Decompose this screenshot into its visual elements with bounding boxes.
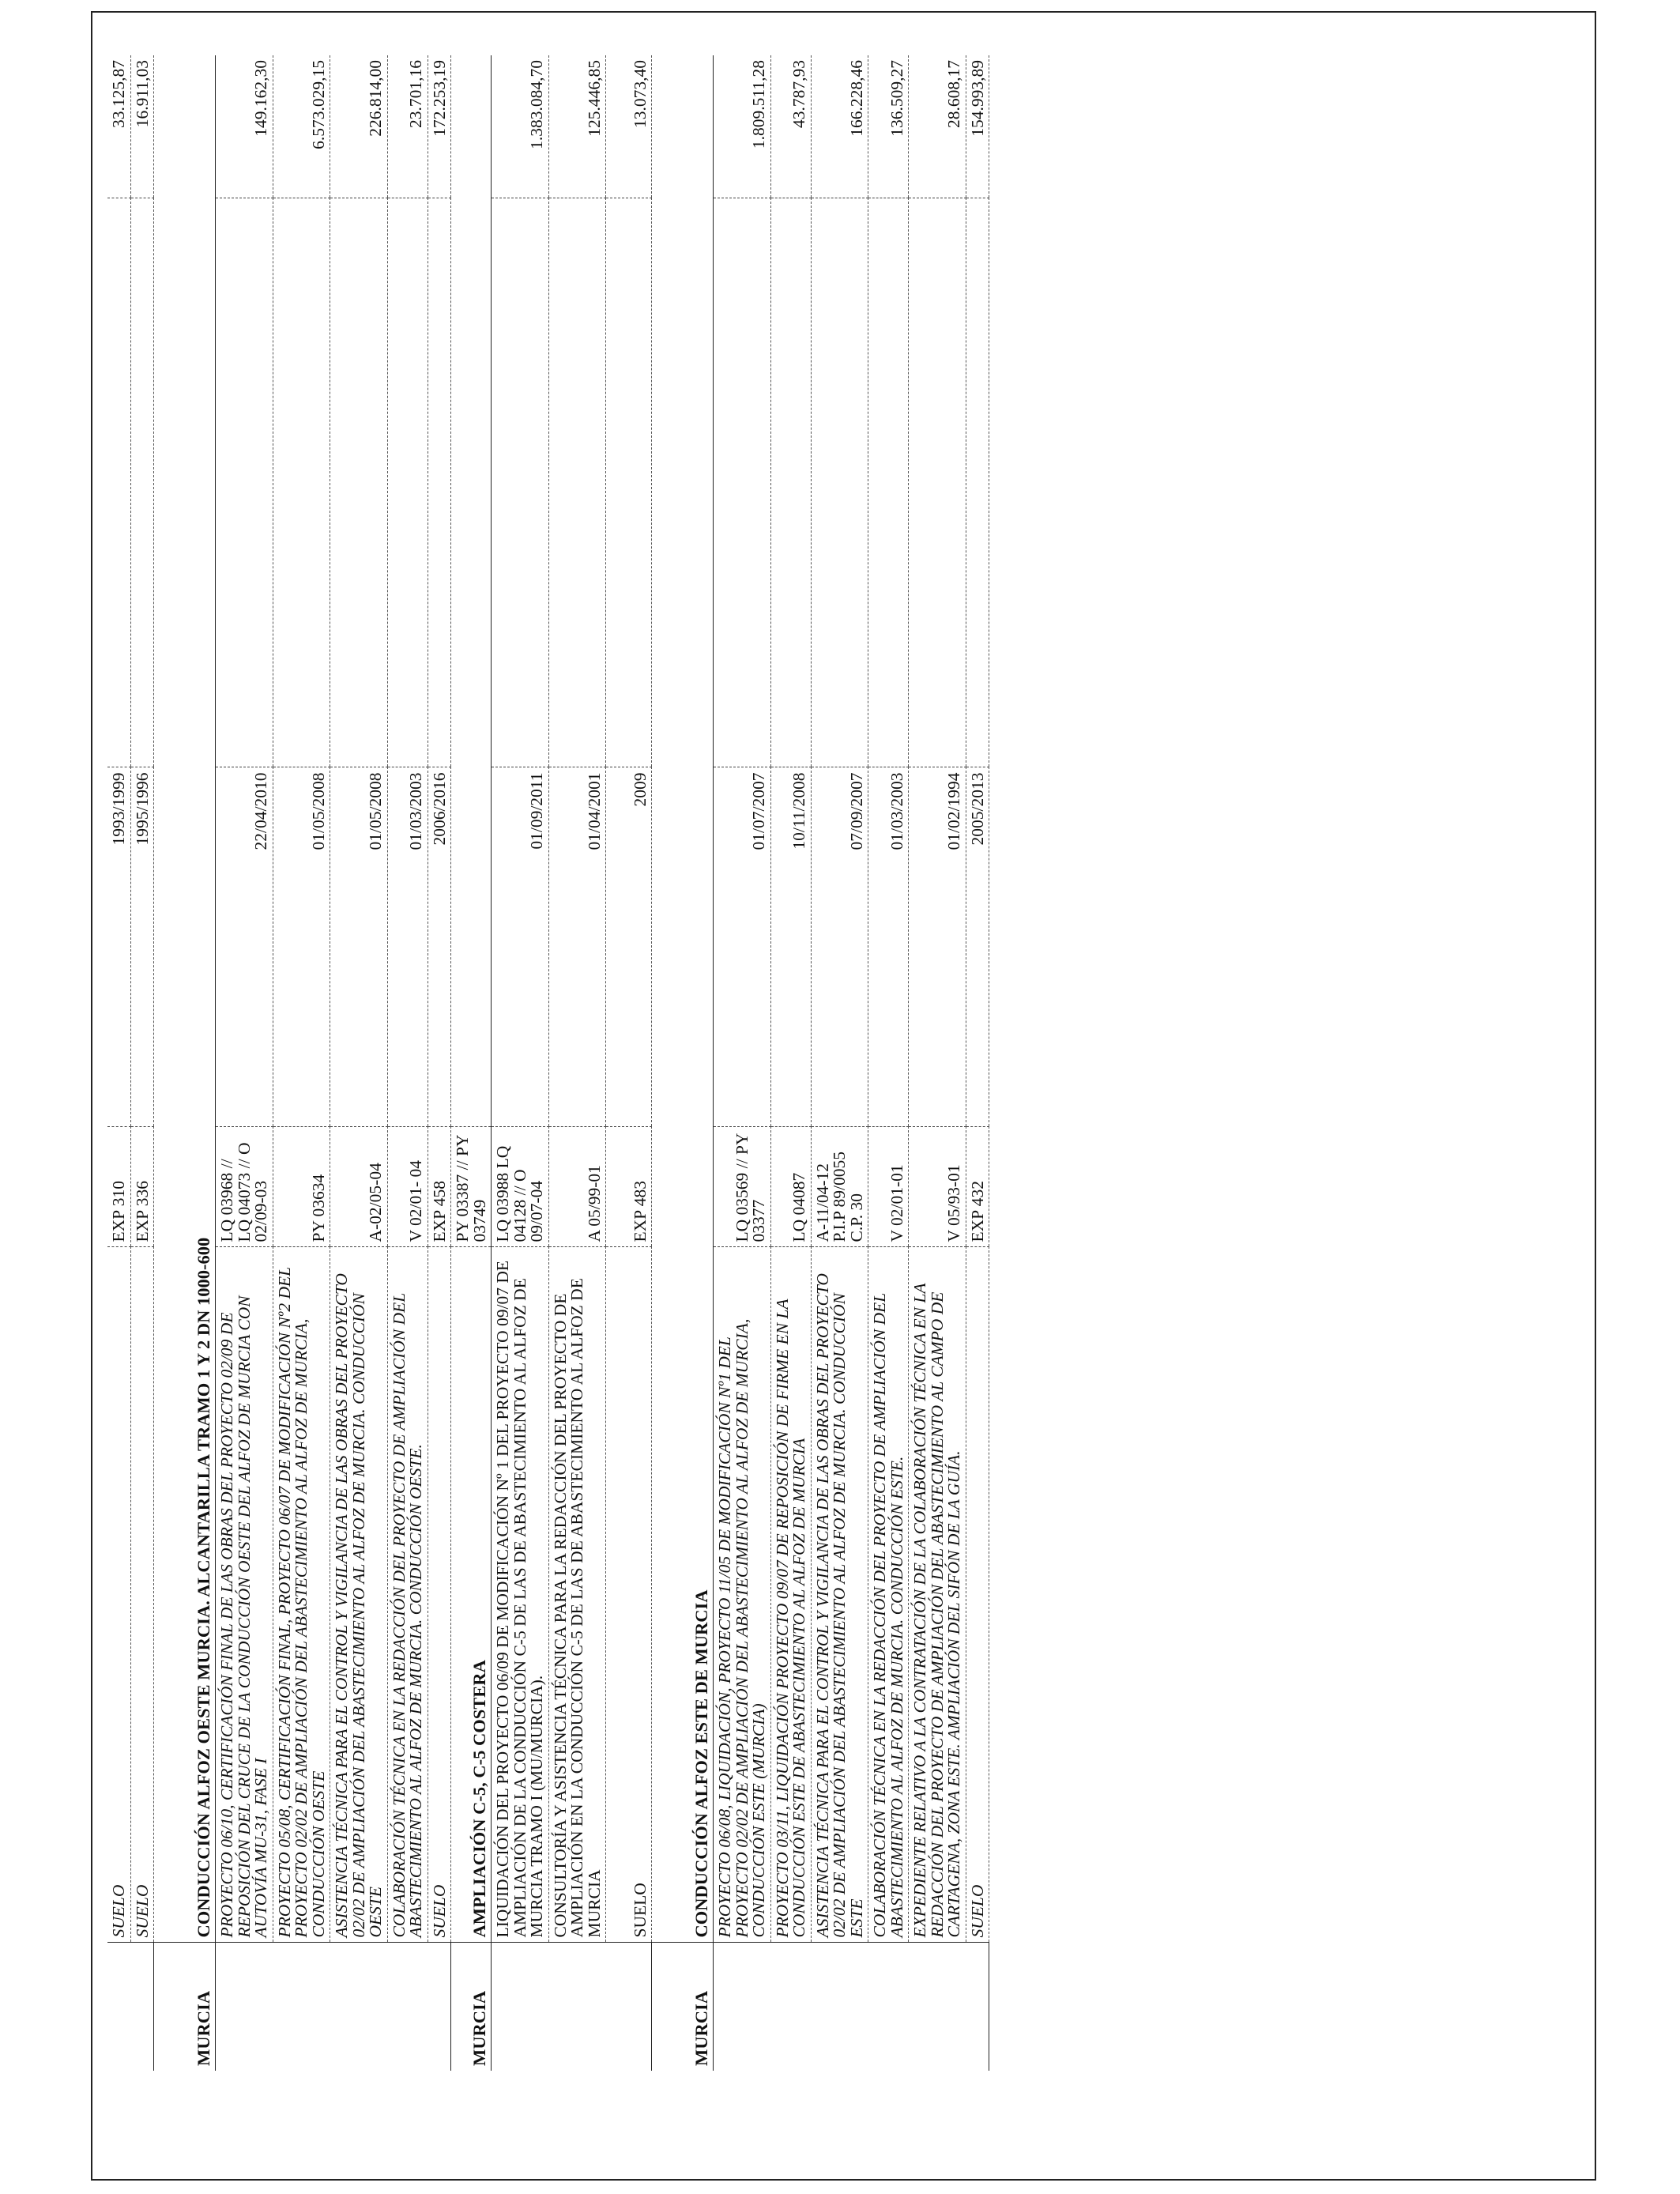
table-row (107, 55, 130, 2071)
file-reference-cell: EXP 432 (966, 1127, 989, 1247)
amount-cell: 166.228,46 (811, 55, 868, 198)
empty-cell (606, 198, 652, 767)
empty-cell (107, 198, 130, 767)
amount-cell: 1.809.511,28 (714, 55, 771, 198)
province-cell (428, 1943, 451, 2071)
file-reference-cell: EXP 336 (130, 1127, 154, 1247)
table-row (966, 55, 989, 2071)
description-cell: EXPEDIENTE RELATIVO A LA CONTRATACIÓN DE LA COLABORACIÓN TÉCNICA EN LA REDACCIÓN DEL PROYECTO DE AMPLIACIÓN DEL ABASTECIMIENTO AL CAMPO DE CARTAGENA, ZONA ESTE. AMPLIACIÓN DEL SIFÓN DE LA GUÍA. (909, 1247, 966, 1943)
table-row (811, 55, 868, 2071)
section-title: CONDUCCIÓN ALFOZ ESTE DE MURCIA (652, 55, 714, 1943)
description-cell: PROYECTO 03/11, LIQUIDACIÓN PROYECTO 09/07 DE REPOSICIÓN DE FIRME EN LA CONDUCCIÓN ESTE DE ABASTECIMIENTO AL ALFOZ DE MURCIA (770, 1247, 811, 1943)
table-row (909, 55, 966, 2071)
date-cell: 22/04/2010 (216, 767, 273, 1127)
file-reference-cell: EXP 483 (606, 1127, 652, 1247)
table-row (216, 55, 273, 2071)
amount-cell: 16.911,03 (130, 55, 154, 198)
province-cell (130, 1943, 154, 2071)
province-cell (273, 1943, 330, 2071)
description-cell: PROYECTO 06/10, CERTIFICACIÓN FINAL DE LAS OBRAS DEL PROYECTO 02/09 DE REPOSICIÓN DEL CRUCE DE LA CONDUCCIÓN OESTE DEL ALFOZ DE MURCIA CON AUTOVÍA MU-31, FASE I (216, 1247, 273, 1943)
file-reference-cell: V 05/93-01 (909, 1127, 966, 1247)
description-cell: SUELO (606, 1247, 652, 1943)
province-cell (909, 1943, 966, 2071)
description-cell: PROYECTO 05/08, CERTIFICACIÓN FINAL, PROYECTO 06/07 DE MODIFICACIÓN Nº2 DEL PROYECTO 02/02 DE AMPLIACIÓN DEL ABASTECIMIENTO AL ALFOZ DE MURCIA, CONDUCCIÓN OESTE (273, 1247, 330, 1943)
file-reference-cell: PY 03634 (273, 1127, 330, 1247)
empty-cell (811, 198, 868, 767)
description-cell: PROYECTO 06/08, LIQUIDACIÓN, PROYECTO 11/05 DE MODIFICACIÓN Nº1 DEL PROYECTO 02/02 DE AMPLIACIÓN DEL ABASTECIMIENTO AL ALFOZ DE MURCIA, CONDUCCIÓN ESTE (MURCIA) (714, 1247, 771, 1943)
empty-cell (330, 198, 388, 767)
province-cell (107, 1943, 130, 2071)
table-row (770, 55, 811, 2071)
table-row (428, 55, 451, 2071)
date-cell: 01/05/2008 (330, 767, 388, 1127)
amount-cell: 149.162,30 (216, 55, 273, 198)
province-cell (714, 1943, 771, 2071)
date-cell: 1995/1996 (130, 767, 154, 1127)
file-reference-cell: PY 03387 // PY 03749 (451, 1127, 492, 1247)
description-cell: SUELO (966, 1247, 989, 1943)
table-row (548, 55, 606, 2071)
date-cell: 10/11/2008 (770, 767, 811, 1127)
section-header-row (451, 55, 492, 2071)
amount-cell: 23.701,16 (387, 55, 428, 198)
table-row (130, 55, 154, 2071)
empty-cell (966, 198, 989, 767)
amount-cell: 33.125,87 (107, 55, 130, 198)
date-cell: 01/05/2008 (273, 767, 330, 1127)
file-reference-cell: EXP 310 (107, 1127, 130, 1247)
file-reference-cell: LQ 03968 // LQ 04073 // O 02/09-03 (216, 1127, 273, 1247)
table-row (606, 55, 652, 2071)
table-row (387, 55, 428, 2071)
empty-cell (428, 198, 451, 767)
date-cell: 01/04/2001 (548, 767, 606, 1127)
description-cell: SUELO (428, 1247, 451, 1943)
amount-cell: 6.573.029,15 (273, 55, 330, 198)
date-cell: 1993/1999 (107, 767, 130, 1127)
file-reference-cell: V 02/01-01 (868, 1127, 909, 1247)
province-label: MURCIA (451, 1943, 492, 2071)
description-cell: COLABORACIÓN TÉCNICA EN LA REDACCIÓN DEL PROYECTO DE AMPLIACIÓN DEL ABASTECIMIENTO AL ALFOZ DE MURCIA. CONDUCCIÓN OESTE. (387, 1247, 428, 1943)
table-row (714, 55, 771, 2071)
amount-cell: 136.509,27 (868, 55, 909, 198)
province-cell (387, 1943, 428, 2071)
amount-cell: 13.073,40 (606, 55, 652, 198)
empty-cell (216, 198, 273, 767)
province-cell (492, 1943, 549, 2071)
empty-cell (909, 198, 966, 767)
empty-cell (492, 198, 549, 767)
table-row (868, 55, 909, 2071)
date-cell: 01/03/2003 (387, 767, 428, 1127)
section-header-row (154, 55, 216, 2071)
empty-cell (387, 198, 428, 767)
file-reference-cell: A-02/05-04 (330, 1127, 388, 1247)
amount-cell: 172.253,19 (428, 55, 451, 198)
empty-cell (130, 198, 154, 767)
date-cell: 01/09/2011 (492, 767, 549, 1127)
empty-cell (868, 198, 909, 767)
empty-cell (273, 198, 330, 767)
date-cell: 07/09/2007 (811, 767, 868, 1127)
date-cell: 2006/2016 (428, 767, 451, 1127)
description-cell: CONSULTORÍA Y ASISTENCIA TÉCNICA PARA LA REDACCIÓN DEL PROYECTO DE AMPLIACIÓN EN LA CONDUCCIÓN C-5 DE LAS DE ABASTECIMIENTO AL ALFOZ DE MURCIA (548, 1247, 606, 1943)
date-cell: 2005/2013 (966, 767, 989, 1127)
date-cell: 01/02/1994 (909, 767, 966, 1127)
file-reference-cell: A 05/99-01 (548, 1127, 606, 1247)
amount-cell: 28.608,17 (909, 55, 966, 198)
description-cell: ASISTENCIA TÉCNICA PARA EL CONTROL Y VIGILANCIA DE LAS OBRAS DEL PROYECTO 02/02 DE AMPLIACIÓN DEL ABASTECIMIENTO AL ALFOZ DE MURCIA. CONDUCCIÓN OESTE (330, 1247, 388, 1943)
province-cell (770, 1943, 811, 2071)
amount-cell: 125.446,85 (548, 55, 606, 198)
file-reference-cell: LQ 04087 (770, 1127, 811, 1247)
province-cell (868, 1943, 909, 2071)
empty-cell (548, 198, 606, 767)
investment-table (107, 55, 989, 2071)
province-label: MURCIA (652, 1943, 714, 2071)
empty-cell (770, 198, 811, 767)
province-cell (216, 1943, 273, 2071)
empty-cell (451, 55, 492, 1127)
file-reference-cell: LQ 03988 LQ 04128 // O 09/07-04 (492, 1127, 549, 1247)
amount-cell: 154.993,89 (966, 55, 989, 198)
province-cell (330, 1943, 388, 2071)
date-cell: 2009 (606, 767, 652, 1127)
amount-cell: 1.383.084,70 (492, 55, 549, 198)
amount-cell: 226.814,00 (330, 55, 388, 198)
province-cell (606, 1943, 652, 2071)
description-cell: COLABORACIÓN TÉCNICA EN LA REDACCIÓN DEL PROYECTO DE AMPLIACIÓN DEL ABASTECIMIENTO AL ALFOZ DE MURCIA. CONDUCCIÓN ESTE. (868, 1247, 909, 1943)
province-cell (548, 1943, 606, 2071)
date-cell: 01/07/2007 (714, 767, 771, 1127)
province-cell (966, 1943, 989, 2071)
amount-cell: 43.787,93 (770, 55, 811, 198)
table-row (273, 55, 330, 2071)
table-row (330, 55, 388, 2071)
province-cell (811, 1943, 868, 2071)
description-cell: SUELO (130, 1247, 154, 1943)
file-reference-cell: A-11/04-12 P.I.P 89/0055 C.P. 30 (811, 1127, 868, 1247)
table-row (492, 55, 549, 2071)
section-title: AMPLIACIÓN C-5, C-5 COSTERA (451, 1247, 492, 1943)
file-reference-cell: EXP 458 (428, 1127, 451, 1247)
description-cell: ASISTENCIA TÉCNICA PARA EL CONTROL Y VIGILANCIA DE LAS OBRAS DEL PROYECTO 02/02 DE AMPLIACIÓN DEL ABASTECIMIENTO AL ALFOZ DE MURCIA. CONDUCCIÓN ESTE (811, 1247, 868, 1943)
file-reference-cell: V 02/01- 04 (387, 1127, 428, 1247)
date-cell: 01/03/2003 (868, 767, 909, 1127)
description-cell: LIQUIDACIÓN DEL PROYECTO 06/09 DE MODIFICACIÓN Nº 1 DEL PROYECTO 09/07 DE AMPLIACIÓN DE LA CONDUCCIÓN C-5 DE LAS DE ABASTECIMIENTO AL ALFOZ DE MURCIA TRAMO I (MU/MURCIA). (492, 1247, 549, 1943)
empty-cell (714, 198, 771, 767)
province-label: MURCIA (154, 1943, 216, 2071)
file-reference-cell: LQ 03569 // PY 03377 (714, 1127, 771, 1247)
section-header-row (652, 55, 714, 2071)
description-cell: SUELO (107, 1247, 130, 1943)
section-title: CONDUCCIÓN ALFOZ OESTE MURCIA. ALCANTARILLA TRAMO 1 Y 2 DN 1000-600 (154, 55, 216, 1943)
